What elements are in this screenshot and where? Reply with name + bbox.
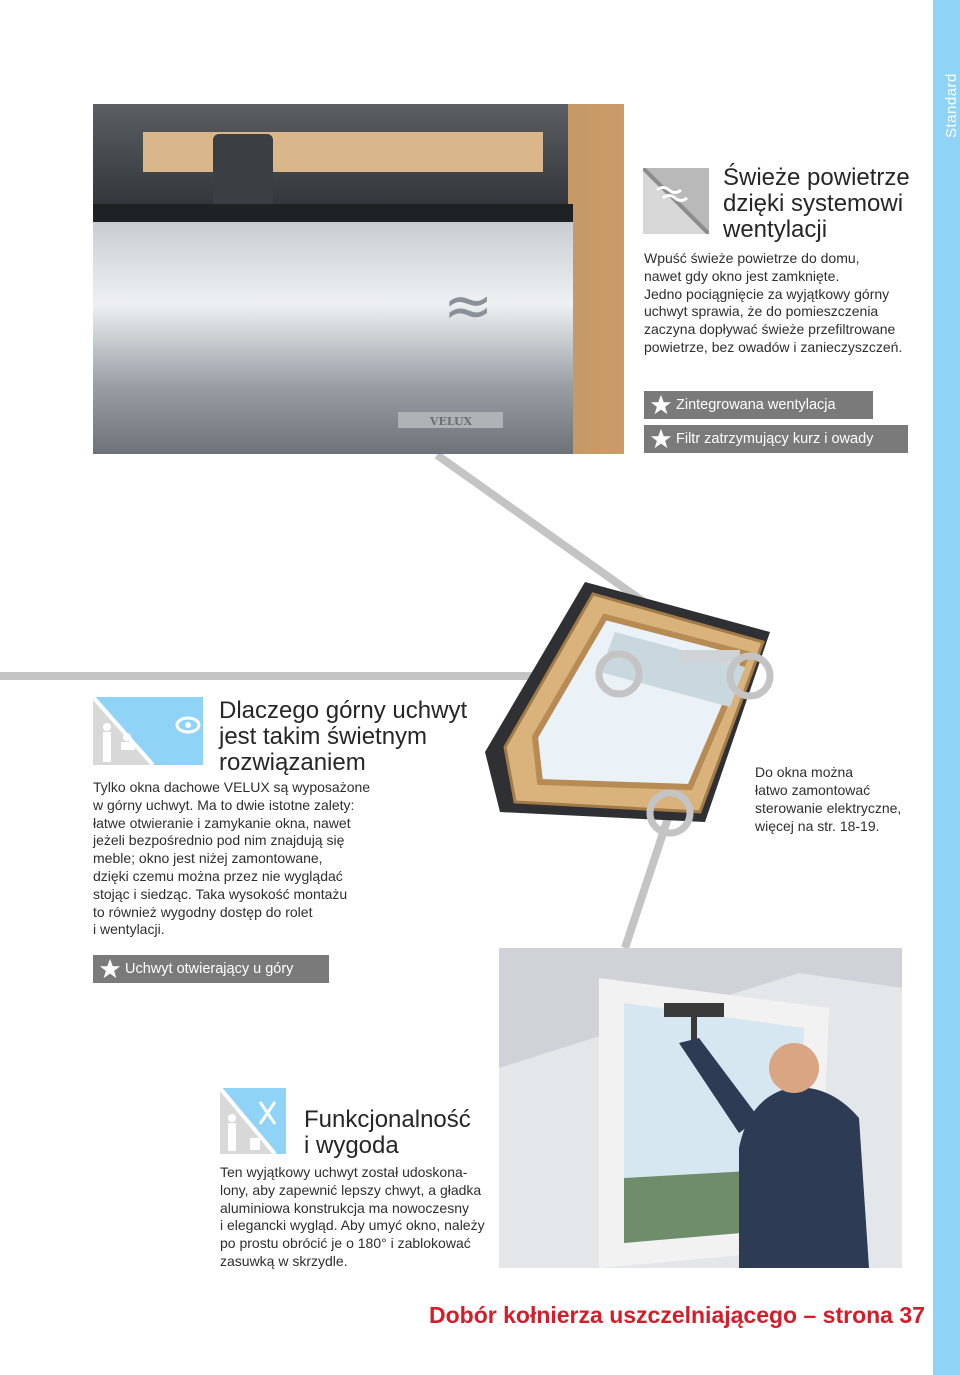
ventilation-icon [643,168,709,234]
star-icon [99,958,121,980]
feature-label: Filtr zatrzymujący kurz i owady [676,431,874,447]
section-sidebar [933,0,960,1375]
handle-title: Dlaczego górny uchwyt jest takim świetnym rozwiązaniem [219,697,468,776]
ventilation-text: Wpuść świeże powietrze do domu, nawet gdy okno jest zamknięte. Jedno pociągnięcie za wyjątkowy górny uchwyt sprawia, że do pomieszczenia zaczyna dopływać świeże przefiltrowane powietrze, bez owadów i zanieczyszczeń. [644,250,903,355]
function-title: Funkcjonalność i wygoda [304,1106,471,1159]
feature-label: Uchwyt otwierający u góry [125,961,294,977]
star-icon [650,394,672,416]
feature-tag-filter [644,425,908,453]
window-cleaning-photo [499,948,902,1268]
feature-tag-ventilation [644,391,873,419]
function-text: Ten wyjątkowy uchwyt został udoskona- lony, aby zapewnić lepszy chwyt, a gładka aluminiowa konstrukcja ma nowoczesny i elegancki wygląd. Aby umyć okno, należy po prostu obrócić je o 180° i zablokować zasuwką w skrzydle. [220,1164,485,1269]
velux-logo: VELUX [429,415,473,428]
cleaning-icon [220,1088,286,1154]
feature-tag-top-handle [93,955,329,983]
flashing-reference-link[interactable]: Dobór kołnierza uszczelniającego – strona 37 [429,1302,925,1328]
ventilation-title: Świeże powietrze dzięki systemowi wentylacji [723,164,910,243]
svg-text:≈: ≈ [443,271,494,341]
handle-closeup-photo [93,104,624,454]
handle-text: Tylko okna dachowe VELUX są wyposażone w górny uchwyt. Ma to dwie istotne zalety: łatwe otwieranie i zamykanie okna, nawet jeżeli bezpośrednio pod nim znajdują się meble; okno jest niżej zamontowane, dzięki czemu można przez nie wyglądać stojąc i siedząc. Taka wysokość montażu to również wygodny dostęp do rolet i wentylacji. [93,779,371,938]
view-person-icon [93,697,203,765]
section-label: Standard [943,73,960,138]
feature-label: Zintegrowana wentylacja [676,397,836,413]
electric-control-note: Do okna można łatwo zamontować sterowanie elektryczne, więcej na str. 18-19. [755,764,902,834]
star-icon [650,428,672,450]
detail-markers [590,648,780,838]
